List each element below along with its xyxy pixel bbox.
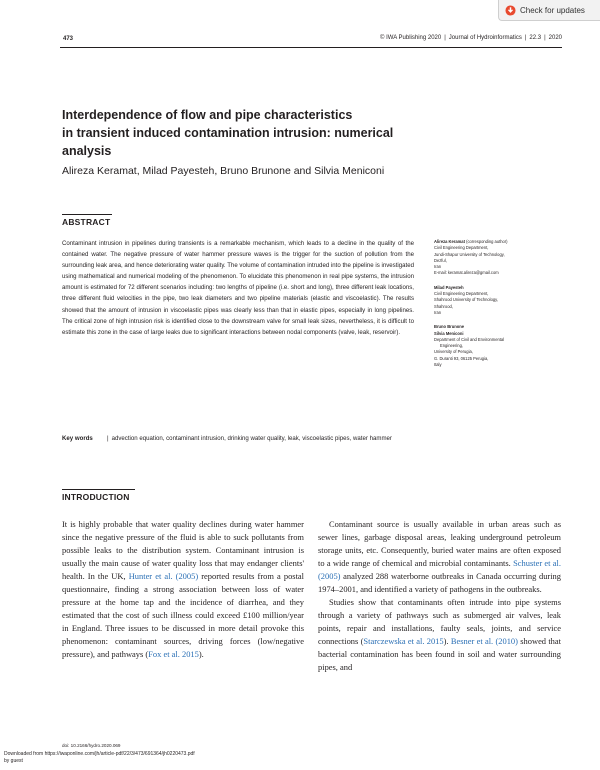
author-name: Alireza Keramat bbox=[434, 239, 465, 244]
affiliation-line: Iran bbox=[434, 264, 442, 270]
citation-link[interactable]: Besner et al. (2010) bbox=[450, 636, 518, 646]
paper-title bbox=[62, 106, 422, 160]
paragraph bbox=[318, 518, 561, 596]
volume: 22.3 bbox=[529, 35, 542, 41]
check-for-updates-badge[interactable] bbox=[498, 0, 600, 21]
affiliations bbox=[434, 239, 564, 376]
citation-link[interactable]: Hunter et al. (2005) bbox=[128, 571, 199, 581]
text-run: Studies show that contaminants often intrude into pipe systems through a variety of pathways such as submerged air valves, leak points, repair and installations, faulty seals, joints, and service connections ( bbox=[318, 597, 561, 646]
author-name: Bruno Brunone bbox=[434, 324, 465, 330]
introduction-heading: INTRODUCTION bbox=[62, 492, 130, 502]
affiliation-line: Engineering, bbox=[440, 343, 463, 349]
affiliation-line: Iran bbox=[434, 309, 442, 315]
email-link[interactable]: E-mail: keramat.alireza@gmail.com bbox=[434, 270, 499, 276]
citation-link[interactable]: Schuster et al. (2005) bbox=[318, 558, 561, 581]
affiliation-line: Department of Civil and Environmental bbox=[434, 336, 505, 342]
download-footer bbox=[4, 751, 195, 764]
column-right bbox=[318, 518, 561, 674]
text-run: analyzed 288 waterborne outbreaks in Canada occurring during 1974–2001, and identified a variety of pathogens in the outbreaks. bbox=[318, 571, 561, 594]
text-run: reported results from a postal questionnaire, finding a strong association between loss of water pressure at the home tap and the incidence of diarrhea, and they estimated that the cost of such illness could exceed £100 million/year in England. Three issues to be discussed in more detail provoke this phenomenon: contaminant sources, driving forces (low/negative pressure), and pathways ( bbox=[62, 571, 304, 659]
title-line: analysis bbox=[62, 144, 112, 158]
page-number: 473 bbox=[63, 36, 74, 42]
text-run: showed that bacterial contamination has been found in soil and water surrounding pipes, and bbox=[318, 636, 561, 672]
abstract-body: Contaminant intrusion in pipelines during transients is a remarkable mechanism, which leads to a decline in the quality of the contained water. The negative pressure of water hammer pressure waves is the trigger for the suction of pollution from the surrounding leak area, and hence deteriorating water quality. The volume of contamination intruded into the pipeline is investigated using mathematical and numerical modeling of the phenomenon. To elucidate this phenomenon in real pipe systems, the intrusion amount is estimated for 72 different scenarios including: two lengths of pipeline (i.e. short and long), three different leak locations, three different fluid velocities in the pipe, two leak diameters and two pipeline materials (elastic and viscoelastic). The results showed that the amount of intrusion in viscoelastic pipes was clearly less than that in elastic pipes, especially in long pipelines. The critical zone of high intrusion risk is identified close to the downstream valve for small leak sizes, nevertheless, it is difficult to estimate this zone in the case of large leaks due to significant interactions between nodal components (valve, leak, reservoir). bbox=[62, 240, 414, 336]
affiliation-line: Italy bbox=[434, 362, 442, 368]
abstract-rule bbox=[62, 214, 112, 215]
year: 2020 bbox=[548, 35, 562, 41]
affiliation-line: Civil Engineering Department, bbox=[434, 291, 489, 297]
citation-link[interactable]: Starczewska et al. 2015 bbox=[363, 636, 444, 646]
author-list: Alireza Keramat, Milad Payesteh, Bruno Brunone and Silvia Meniconi bbox=[62, 165, 385, 177]
footer-line: by guest bbox=[4, 757, 23, 764]
affiliation-line: Shahrood, bbox=[434, 303, 453, 309]
keywords-label: Key words bbox=[62, 435, 93, 442]
citation-link[interactable]: Fox et al. 2015 bbox=[148, 649, 199, 659]
running-header: © IWA Publishing 2020 | Journal of Hydroinformatics | 22.3 | 2020 bbox=[380, 35, 562, 41]
text-run: It is highly probable that water quality declines during water hammer since the negative pressure of the fluid is able to suck pollutants from possible leaks to the distribution system. Contaminant intrusion is usually the main cause of water quality loss that may endanger clients' health. In the UK, bbox=[62, 519, 304, 581]
affiliation-line: G. Duranti 93, 06125 Perugia, bbox=[434, 355, 489, 361]
paragraph bbox=[62, 518, 304, 661]
affiliation-line: Jundi-Shapur University of Technology, bbox=[434, 251, 505, 257]
column-left bbox=[62, 518, 304, 661]
affiliation-payesteh bbox=[434, 285, 564, 316]
keywords: Key words | advection equation, contaminant intrusion, drinking water quality, leak, viscoelastic pipes, water hammer bbox=[62, 433, 422, 444]
footer-line: Downloaded from https://iwaponline.com/jh/article-pdf/22/3/473/691364/jh0220473.pdf bbox=[4, 751, 195, 757]
affiliation-line: Civil Engineering Department, bbox=[434, 245, 489, 251]
check-for-updates-label: Check for updates bbox=[520, 5, 585, 15]
update-icon bbox=[505, 5, 516, 16]
affiliation-perugia bbox=[434, 324, 564, 368]
abstract-heading: ABSTRACT bbox=[62, 217, 111, 227]
header-rule bbox=[60, 47, 562, 48]
copyright: © IWA Publishing 2020 bbox=[380, 35, 442, 41]
title-line: Interdependence of flow and pipe characteristics bbox=[62, 108, 353, 122]
paragraph bbox=[318, 596, 561, 674]
keywords-value: advection equation, contaminant intrusion, drinking water quality, leak, viscoelastic pipes, water hammer bbox=[111, 435, 392, 442]
affiliation-line: Dezful, bbox=[434, 257, 447, 263]
text-run: ). bbox=[443, 636, 451, 646]
affiliation-line: University of Perugia, bbox=[434, 349, 473, 355]
introduction-rule bbox=[62, 489, 135, 490]
journal-name: Journal of Hydroinformatics bbox=[448, 35, 522, 41]
affiliation-keramat bbox=[434, 239, 564, 277]
text-run: Contaminant source is usually available in urban areas such as sewer lines, garbage disposal areas, leaking underground petroleum storage units, etc. Consequently, buried water mains are often exposed to a wide range of chemical and microbial contaminants. bbox=[318, 519, 561, 568]
affiliation-line: Shahrood University of Technology, bbox=[434, 297, 499, 303]
author-name: Silvia Meniconi bbox=[434, 330, 464, 336]
author-name: Milad Payesteh bbox=[434, 284, 464, 290]
corresponding-note: (corresponding author) bbox=[464, 239, 508, 244]
text-run: ). bbox=[198, 649, 204, 659]
title-line: in transient induced contamination intrusion: numerical bbox=[62, 126, 394, 140]
doi-link[interactable]: doi: 10.2166/hydro.2020.069 bbox=[62, 743, 121, 748]
